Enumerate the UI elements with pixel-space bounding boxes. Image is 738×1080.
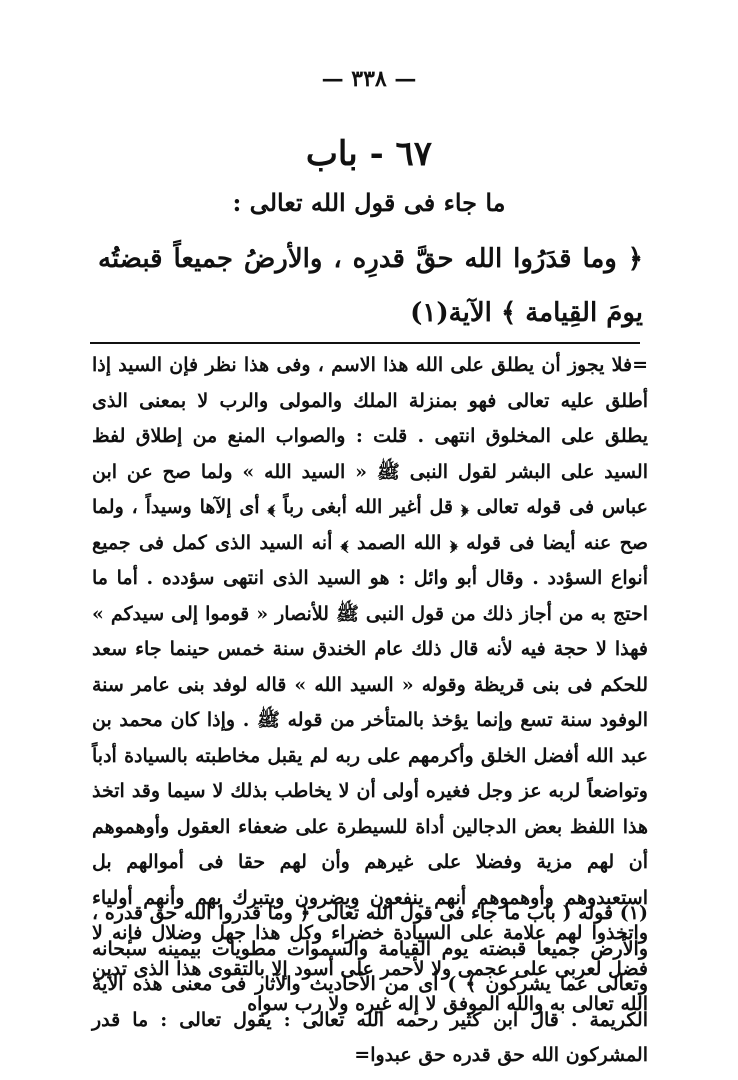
quran-verse: ﴿ وما قدَرُوا الله حقَّ قدرِه ، والأرضُ جميعاً قبضتُه يومَ القِيامة ﴾ الآية(١)	[98, 244, 643, 328]
main-paragraph: =فلا يجوز أن يطلق على الله هذا الاسم ، وفى هذا نظر فإن السيد إذا أطلق عليه تعالى فهو بمنزلة الملك والمولى والرب لا بمعنى الذى يطلق على المخلوق انتهى . قلت : والصواب المنع من إطلاق لفظ السيد على البشر لقول النبى ﷺ « السيد الله » ولما صح عن ابن عباس فى قوله تعالى ﴿ قل أغير الله أبغى رباً ﴾ أى إلآها وسيداً ، ولما صح عنه أيضا فى قوله ﴿ الله الصمد ﴾ أنه السيد الذى كمل فى جميع أنواع السؤدد . وقال أبو وائل : هو السيد الذى انتهى سؤدده . أما ما احتج به من أجاز ذلك من قول النبى ﷺ للأنصار « قوموا إلى سيدكم » فهذا لا حجة فيه لأنه قال ذلك عام الخندق سنة خمس حينما جاء سعد للحكم فى بنى قريظة وقوله « السيد الله » قاله لوفد بنى عامر سنة الوفود سنة تسع وإنما يؤخذ بالمتأخر من قوله ﷺ . وإذا كان محمد بن عبد الله أفضل الخلق وأكرمهم على ربه لم يقبل مخاطبته بالسيادة أدباً وتواضعاً لربه عز وجل فغيره أولى أن لا يخاطب بذلك لا سيما وقد اتخذ هذا اللفظ بعض الدجالين أداة للسيطرة على ضعفاء العقول وأوهموهم أن لهم مزية وفضلا على غيرهم وأن لهم حقا فى أموالهم بل استعبدوهم وأوهموهم أنهم ينفعون ويضرون ويتبرك بهم وأنهم أولياء واتخذوا لهم علامة على السيادة خضراء وكل هذا جهل وضلال فإنه لا فضل لعربى على عجمى ولا لأحمر على أسود إلا بالتقوى هذا الذى تدين الله تعالى به والله الموفق لا إله غيره ولا رب سواه	[92, 354, 648, 1015]
footnote	[92, 896, 648, 1074]
chapter-heading: ٦٧ - باب	[305, 134, 433, 174]
footnote-paragraph: (١) قوله ( باب ما جاء فى قول الله تعالى ﴿ وما قدروا الله حق قدره ، والأرض جميعا قبضته يوم القيامة والسموات مطويات بيمينه سبحانه وتعالى عما يشركون ﴾ ) أى من الأحاديث والآثار فى معنى هذه الآية الكريمة . قال ابن كثير رحمه الله تعالى : يقول تعالى : ما قدر المشركون الله حق قدره حق عبدوا=	[92, 902, 648, 1066]
page-number: — ٣٣٨ —	[321, 66, 417, 92]
separator-line	[90, 342, 640, 344]
chapter-subtitle: ما جاء فى قول الله تعالى :	[232, 188, 506, 217]
